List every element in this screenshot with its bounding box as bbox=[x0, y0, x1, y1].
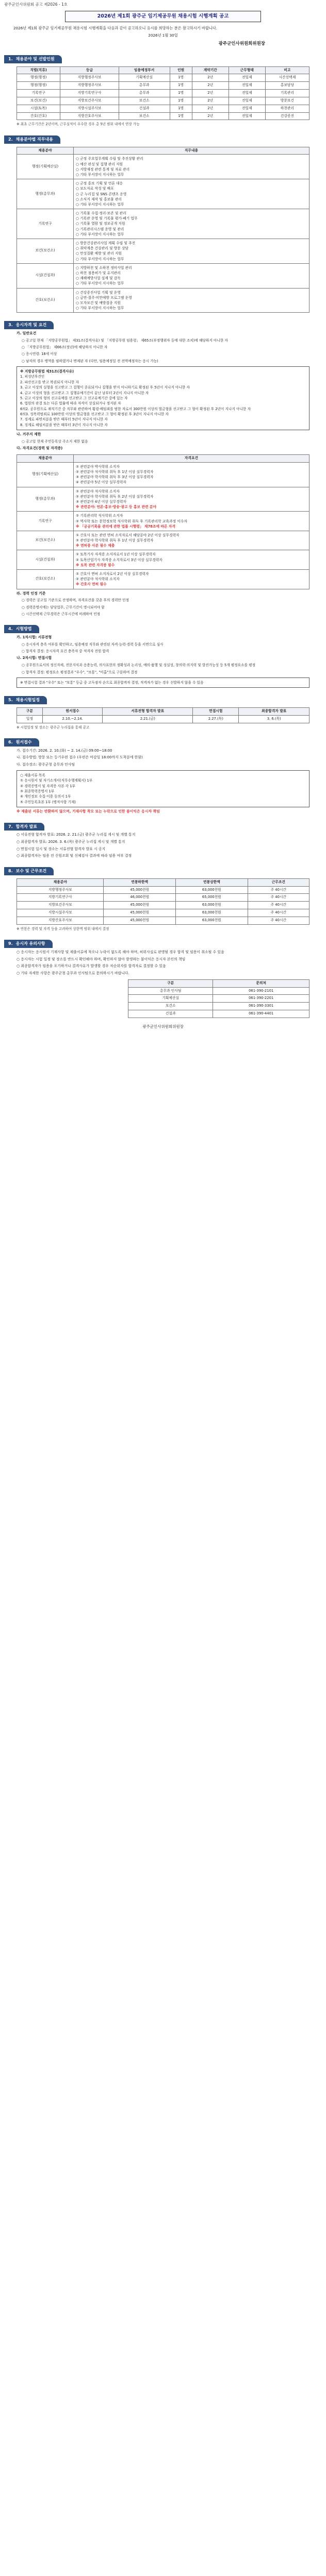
table-row bbox=[17, 74, 309, 82]
column-header: 연봉하한액 bbox=[104, 878, 176, 886]
duty-item: ○ 만성질환 예방 및 관리 지원 bbox=[76, 251, 122, 256]
duties-cell bbox=[74, 155, 309, 179]
closing-org: 광주군인사위원회위원장 bbox=[142, 1024, 184, 1029]
section-4-heading: 4. 시험방법 bbox=[4, 625, 39, 633]
duty-item: ○ 금연·절주·비만예방 프로그램 운영 bbox=[76, 295, 132, 300]
duty-item: ○ 재해예방사업 설계 및 감독 bbox=[76, 276, 121, 281]
table-cell: 지방간호주사보 bbox=[17, 917, 104, 924]
table-cell: 3. 6.(목) bbox=[239, 715, 309, 723]
table-row bbox=[17, 909, 309, 917]
table-cell: 보건(보건) bbox=[17, 97, 60, 105]
duty-item: ○ 기록관리시스템 운영 및 관리 bbox=[76, 227, 124, 231]
table-cell: 2년 bbox=[192, 105, 229, 112]
column-header: 연봉상한액 bbox=[176, 878, 248, 886]
exam-item: ○ 합격자 결정: 응시자격 요건 충족자 중 적격자 전원 합격 bbox=[22, 649, 109, 654]
table-cell: 2년 bbox=[192, 90, 229, 97]
duty-item: ○ 소식지 제작 및 홍보물 관리 bbox=[76, 197, 122, 201]
duty-item: ○ 군정 홍보 기획 및 언론 대응 bbox=[76, 181, 123, 186]
column-header: 면접시험 bbox=[193, 707, 239, 715]
table-cell: 지방보건주사보 bbox=[60, 97, 119, 105]
table-cell: 1명 bbox=[170, 82, 192, 90]
table-cell: 2년 bbox=[192, 97, 229, 105]
duty-item: ○ 기록물 수집·정리·보존 및 관리 bbox=[76, 211, 126, 216]
exam-item: ○ 응시자격 충족 여부를 확인하고, 임용예정 직무와 관련된 자격·능력·경력 등을 서면으로 심사 bbox=[22, 642, 164, 647]
qualification-item: ② 관련분야 학사학위 취득 후 2년 이상 실무경력자 bbox=[76, 494, 154, 499]
general-req-item: ○ 「지방공무원법」 제66조(정년)에 해당하지 아니한 자 bbox=[22, 345, 108, 349]
disqualification-item: 2. 파산선고를 받고 복권되지 아니한 자 bbox=[20, 380, 79, 384]
table-cell: 45,000천원 bbox=[104, 917, 176, 924]
duty-item: ○ 기타 부서장이 지시하는 업무 bbox=[76, 172, 124, 177]
general-req-item: ○ 공고일 현재 「지방공무원법」 제31조(결격사유) 및 「지방공무원 임용령」 제65조(부정행위자 등에 대한 조치)에 해당하지 아니한 자 bbox=[22, 338, 228, 343]
column-header: 채용분야 bbox=[17, 147, 74, 155]
duty-item: ○ 군정 주요업무계획 수립 및 추진상황 관리 bbox=[76, 157, 143, 161]
contact-table bbox=[128, 979, 309, 1018]
table-cell: 일정 bbox=[17, 715, 43, 723]
qualification-item: ③ 관련분야 4년 이상 실무경력자 bbox=[76, 499, 126, 504]
table-row bbox=[128, 995, 309, 1003]
column-header: 서류전형 합격자 발표 bbox=[103, 707, 193, 715]
table-cell: 전일제 bbox=[229, 97, 265, 105]
table-row bbox=[17, 90, 309, 97]
duty-item: ○ 지방재정 관련 통계 및 자료 관리 bbox=[76, 167, 130, 172]
duties-cell bbox=[74, 263, 309, 288]
table-cell: 지방보건주사보 bbox=[17, 902, 104, 909]
section-2 bbox=[4, 135, 322, 313]
duty-item: ○ 건강증진사업 기획 및 운영 bbox=[76, 290, 121, 295]
document-item: ③ 최종학력증명서 1부 bbox=[20, 789, 55, 793]
column-header: 직렬(직류) bbox=[17, 66, 60, 74]
duty-item: ○ 기록관 운영 및 기록물 평가·폐기 업무 bbox=[76, 216, 138, 221]
duties-cell bbox=[74, 239, 309, 264]
column-header: 최종합격자 발표 bbox=[239, 707, 309, 715]
column-header: 채용분야 bbox=[17, 878, 104, 886]
section-5-heading: 5. 채용시험일정 bbox=[4, 696, 47, 704]
table-cell: 지방기록연구사 bbox=[60, 90, 119, 97]
qualification-table bbox=[17, 454, 309, 589]
section-6-warning: ※ 제출된 서류는 반환하지 않으며, 기재사항 착오 또는 누락으로 인한 불이익은 응시자 책임 bbox=[17, 809, 160, 814]
section-1-note: ※ 최초 근무기간은 2년이며, 근무실적이 우수한 경우 총 5년 범위 내에서 연장 가능 bbox=[17, 122, 140, 127]
table-cell: 간호(간호) bbox=[17, 112, 60, 120]
duty-item: ○ 기타 부서장이 지시하는 업무 bbox=[76, 306, 124, 311]
table-cell: 기획예산실 bbox=[128, 995, 213, 1003]
table-cell: 1명 bbox=[170, 74, 192, 82]
table-row bbox=[128, 1003, 309, 1010]
general-req-item: ○ 남자의 경우 병역을 필하였거나 면제된 자 (다만, 임용예정일 전 전역예정자는 응시 가능) bbox=[22, 359, 158, 363]
duty-item: ○ 기타 부서장이 지시하는 업무 bbox=[76, 232, 124, 236]
table-cell: 보건소 bbox=[119, 97, 170, 105]
table-cell: 2.10.~2.14. bbox=[42, 715, 103, 723]
table-cell: 1명 bbox=[170, 97, 192, 105]
table-cell: 건강증진 bbox=[265, 112, 309, 120]
column-header: 비고 bbox=[265, 66, 309, 74]
table-cell: 건설과 bbox=[128, 1010, 213, 1018]
table-row bbox=[17, 288, 309, 313]
section-4 bbox=[4, 625, 322, 688]
table-cell: 보건소 bbox=[128, 1003, 213, 1010]
table-cell: 46,000천원 bbox=[104, 894, 176, 902]
table-cell: 기획예산실 bbox=[119, 74, 170, 82]
table-cell: 63,000천원 bbox=[176, 909, 248, 917]
qualification-item: ① 간호사 또는 관련 면허 소지자로서 해당분야 2년 이상 실무경력자 bbox=[76, 533, 180, 537]
schedule-table bbox=[17, 707, 309, 723]
table-cell: 전일제 bbox=[229, 90, 265, 97]
table-row bbox=[17, 209, 309, 239]
column-header: 인원 bbox=[170, 66, 192, 74]
column-header: 근무형태 bbox=[229, 66, 265, 74]
documents-box bbox=[17, 770, 309, 807]
section-5 bbox=[4, 696, 322, 730]
table-row bbox=[17, 97, 309, 105]
section-7-heading: 7. 합격자 발표 bbox=[4, 823, 44, 831]
document-item: ② 경력증명서 및 자격증 사본 각 1부 bbox=[20, 784, 75, 788]
column-header: 근무조건 bbox=[248, 878, 309, 886]
column-header: 자격요건 bbox=[74, 454, 309, 462]
table-cell: 주 40시간 bbox=[248, 902, 309, 909]
notice-number: 광주군인사위원회 공고 제2026 - 1호 bbox=[4, 2, 68, 7]
qualification-note: ※ 「공공기록물 관리에 관한 법률 시행령」 제78조에 따른 자격 bbox=[76, 524, 176, 529]
field-cell: 행정(기획예산실) bbox=[17, 462, 74, 487]
table-cell: 45,000천원 bbox=[104, 902, 176, 909]
section-8-note: ※ 연봉은 경력 및 자격 등을 고려하여 상한액 범위 내에서 결정 bbox=[17, 926, 109, 931]
career-title: 라. 경력 인정 기준 bbox=[17, 591, 46, 596]
disqualification-item: 6의3. 성폭력범죄로 100만원 이상의 벌금형을 선고받고 그 형이 확정된 후 3년이 지나지 아니한 자 bbox=[20, 412, 169, 417]
table-cell: 지방간호주사보 bbox=[60, 112, 119, 120]
disqualification-item: 3. 금고 이상의 실형을 선고받고 그 집행이 종료되거나 집행을 받지 아니하기로 확정된 후 5년이 지나지 아니한 자 bbox=[20, 385, 190, 390]
table-cell: 63,000천원 bbox=[176, 886, 248, 894]
duty-item: ○ 지방하천 및 소하천 정비사업 관리 bbox=[76, 265, 132, 270]
disqualification-item: 5. 금고 이상의 형의 선고유예를 선고받고 그 선고유예기간 중에 있는 자 bbox=[20, 396, 128, 400]
table-cell: 지방시설주사보 bbox=[17, 909, 104, 917]
table-cell: 2년 bbox=[192, 82, 229, 90]
table-cell: 하천관리 bbox=[265, 105, 309, 112]
qualification-note: ※ 관련분야: 언론·홍보·방송·광고 등 홍보 관련 분야 bbox=[76, 505, 157, 510]
table-cell: 홍보담당 bbox=[265, 82, 309, 90]
duty-item: ○ 보도자료 작성 및 배포 bbox=[76, 187, 114, 191]
table-cell: 전일제 bbox=[229, 82, 265, 90]
duty-item: ○ 하천 점용허가 및 유지관리 bbox=[76, 270, 121, 275]
table-cell: 지방행정주사보 bbox=[60, 82, 119, 90]
column-header: 채용분야 bbox=[17, 454, 74, 462]
disqualification-item: 6. 법원의 판결 또는 다른 법률에 따라 자격이 상실되거나 정지된 자 bbox=[20, 401, 121, 406]
section-6-heading: 6. 원서접수 bbox=[4, 738, 39, 747]
table-row bbox=[17, 462, 309, 487]
qualification-item: ③ 관련분야 학사학위 취득 후 3년 이상 실무경력자 bbox=[76, 475, 154, 480]
table-cell: 1명 bbox=[170, 112, 192, 120]
table-cell: 45,000천원 bbox=[104, 909, 176, 917]
field-cell: 시설(건설과) bbox=[17, 263, 74, 288]
document-item: ① 응시원서 및 자기소개서(직무수행계획서) 1부 bbox=[20, 778, 93, 783]
table-row bbox=[17, 105, 309, 112]
table-row bbox=[17, 512, 309, 531]
table-cell: 전일제 bbox=[229, 112, 265, 120]
table-cell: 총무과 인사팀 bbox=[128, 987, 213, 995]
section-8-heading: 8. 보수 및 근무조건 bbox=[4, 867, 54, 875]
residence-title: 나. 거주지 제한 bbox=[17, 432, 41, 437]
field-cell: 행정(총무과) bbox=[17, 179, 74, 209]
issuing-org: 광주군인사위원회위원장 bbox=[218, 41, 265, 46]
duty-item: ○ 군 누리집 및 SNS 콘텐츠 운영 bbox=[76, 192, 127, 196]
table-cell: 지방행정주사보 bbox=[60, 74, 119, 82]
table-cell: 지방시설주사보 bbox=[60, 105, 119, 112]
caution-item: ○ 응시자는 시험 일정 및 장소를 반드시 확인해야 하며, 확인하지 않아 발생하는 불이익은 응시자 본인의 책임 bbox=[17, 957, 186, 961]
qualification-item: ① 관련분야 석사학위 소지자 bbox=[76, 489, 120, 494]
qualification-item: ④ 관련분야 5년 이상 실무경력자 bbox=[76, 480, 126, 485]
disqualification-item: 1. 피성년후견인 bbox=[20, 375, 45, 379]
qualification-item: ② 토목산업기사 자격증 소지자로서 3년 이상 실무경력자 bbox=[76, 557, 162, 562]
table-cell: 행정(행정) bbox=[17, 82, 60, 90]
qualification-item: ① 간호사 면허 소지자로서 2년 이상 실무경력자 bbox=[76, 572, 149, 576]
duty-item: ○ 방문건강관리사업 계획 수립 및 추진 bbox=[76, 241, 136, 246]
table-cell: 63,000천원 bbox=[176, 902, 248, 909]
duty-item: ○ 기타 부서장이 지시하는 업무 bbox=[76, 257, 124, 261]
table-row bbox=[17, 179, 309, 209]
section-9 bbox=[4, 940, 322, 1018]
table-row bbox=[17, 550, 309, 570]
field-cell: 기록연구 bbox=[17, 512, 74, 531]
exam-note-box: ※ 면접시험 결과 "우수" 또는 "보통" 등급 중 고득점자 순으로 최종합격자 결정, 적격자가 없는 경우 선발하지 않을 수 있음 bbox=[17, 677, 309, 688]
table-cell: 061-390-2101 bbox=[213, 987, 309, 995]
qualification-item: ① 토목기사 자격증 소지자로서 1년 이상 실무경력자 bbox=[76, 552, 156, 557]
disqualification-item: 6의2. 공무원으로 재직기간 중 직무와 관련하여 횡령·배임죄를 범한 자로서 300만원 이상의 벌금형을 선고받고 그 형이 확정된 후 2년이 지나지 아니한 자 bbox=[20, 406, 251, 411]
table-cell: 주 40시간 bbox=[248, 894, 309, 902]
document-item: ⑤ 주민등록초본 1부 (병적사항 기재) bbox=[20, 800, 76, 804]
page-title: 2026년 제1회 광주군 임기제공무원 채용시험 시행계획 공고 bbox=[65, 11, 261, 22]
general-req-title: 가. 일반요건 bbox=[17, 331, 37, 335]
table-cell: 65,000천원 bbox=[176, 894, 248, 902]
table-row bbox=[17, 263, 309, 288]
duty-item: ○ 기록물 열람 및 정보공개 지원 bbox=[76, 222, 125, 226]
table-cell: 시간선택제 bbox=[265, 74, 309, 82]
table-cell: 061-390-3301 bbox=[213, 1003, 309, 1010]
table-cell: 2.21.(금) bbox=[103, 715, 193, 723]
table-cell: 주 40시간 bbox=[248, 886, 309, 894]
table-row bbox=[17, 715, 309, 723]
table-row bbox=[128, 987, 309, 995]
field-cell: 행정(기획예산실) bbox=[17, 155, 74, 179]
section-2-heading: 2. 채용분야별 직무내용 bbox=[4, 135, 60, 144]
column-header: 임용예정부서 bbox=[119, 66, 170, 74]
field-cell: 간호(보건소) bbox=[17, 570, 74, 589]
career-item: ○ 경력은 공고일 기준으로 산정하며, 자격요건을 갖춘 후의 경력만 인정 bbox=[22, 598, 129, 603]
qualification-note: ※ 토목 관련 자격증 필수 bbox=[76, 563, 115, 567]
table-cell: 주 40시간 bbox=[248, 917, 309, 924]
duties-cell bbox=[74, 179, 309, 209]
disqualification-item: 8. 징계로 해임처분을 받은 때부터 3년이 지나지 아니한 자 bbox=[20, 422, 108, 427]
disqualification-item: 4. 금고 이상의 형을 선고받고 그 집행유예기간이 끝난 날부터 2년이 지나지 아니한 자 bbox=[20, 391, 149, 395]
career-item: ○ 시간선택제 근무경력은 근무시간에 비례하여 인정 bbox=[22, 612, 101, 617]
caution-item: ○ 기타 자세한 사항은 광주군청 총무과 인사팀으로 문의하시기 바랍니다. bbox=[17, 971, 129, 976]
table-row bbox=[17, 531, 309, 550]
intro-text: 2026년 제1회 광주군 임기제공무원 채용시험 시행계획을 다음과 같이 공고하오니 응시를 희망하는 분은 참고하시기 바랍니다. bbox=[13, 25, 218, 30]
qualification-cell bbox=[74, 531, 309, 550]
section-1-heading: 1. 채용분야 및 선발인원 bbox=[4, 55, 62, 63]
table-cell: 45,000천원 bbox=[104, 886, 176, 894]
announcement-item: ○ 최종합격자는 임용 전 신원조회 및 신체검사 결과에 따라 임용 여부 결정 bbox=[17, 854, 132, 858]
table-cell: 시설(토목) bbox=[17, 105, 60, 112]
table-cell: 전일제 bbox=[229, 105, 265, 112]
duty-item: ○ 취약계층 건강관리 및 방문 상담 bbox=[76, 246, 129, 251]
column-header: 문의처 bbox=[213, 979, 309, 987]
table-row bbox=[17, 82, 309, 90]
qualification-item: ② 관련분야 학사학위 취득 후 1년 이상 실무경력자 bbox=[76, 538, 154, 543]
residence-text: ○ 공고일 현재 주민등록상 주소지 제한 없음 bbox=[22, 439, 88, 444]
career-item: ○ 경력증명서에는 담당업무, 근무기간이 명시되어야 함 bbox=[22, 605, 105, 609]
field-cell: 행정(총무과) bbox=[17, 487, 74, 512]
caution-item: ○ 최종합격자가 임용을 포기하거나 결격사유가 발생할 경우 차순위자를 합격자로 결정할 수 있음 bbox=[17, 964, 166, 969]
field-cell: 보건(보건소) bbox=[17, 239, 74, 264]
general-req-item: ○ 응시연령: 18세 이상 bbox=[22, 352, 57, 357]
qualification-cell bbox=[74, 570, 309, 589]
table-row bbox=[17, 570, 309, 589]
section-3 bbox=[4, 321, 322, 617]
duty-table bbox=[17, 147, 309, 313]
table-cell: 총무과 bbox=[119, 90, 170, 97]
table-cell: 63,000천원 bbox=[176, 917, 248, 924]
column-header: 원서접수 bbox=[42, 707, 103, 715]
exam-item: 가. 1차시험: 서류전형 bbox=[17, 635, 52, 639]
table-cell: 기록연구 bbox=[17, 90, 60, 97]
disqualification-title: ※ 지방공무원법 제31조(결격사유) bbox=[20, 369, 74, 374]
section-5-note: ※ 시험일정 및 장소는 광주군 누리집을 통해 공고 bbox=[17, 725, 90, 730]
announcement-item: ○ 서류전형 합격자 발표: 2026. 2. 21.(금) 광주군 누리집 게시 및 개별 통지 bbox=[17, 833, 136, 837]
qualification-item: ② 역사학 또는 문헌정보학 석사학위 취득 후 기록관리학 교육과정 이수자 bbox=[76, 519, 187, 523]
notice-date: 2026년 1월 30일 bbox=[148, 33, 178, 38]
table-cell: 061-390-2201 bbox=[213, 995, 309, 1003]
table-cell: 건설과 bbox=[119, 105, 170, 112]
column-header: 구분 bbox=[128, 979, 213, 987]
exam-item: ○ 합격자 결정: 평정요소 평정결과 "우수", "보통", "미흡"으로 구분하여 결정 bbox=[22, 670, 138, 674]
duties-cell bbox=[74, 288, 309, 313]
caution-item: ○ 응시자는 응시원서 기재사항 및 제출서류에 착오나 누락이 없도록 해야 하며, 허위사실로 판명될 경우 합격 및 임용이 취소될 수 있음 bbox=[17, 950, 224, 954]
table-row bbox=[128, 1010, 309, 1018]
qualification-note: ※ 간호사 면허 필수 bbox=[76, 582, 107, 587]
salary-table bbox=[17, 878, 309, 925]
table-row bbox=[17, 886, 309, 894]
document-item: ○ 제출서류 목록 bbox=[20, 773, 45, 777]
qualification-note: ※ 면허증 사본 필수 제출 bbox=[76, 544, 115, 548]
table-cell: 지방기록연구사 bbox=[17, 894, 104, 902]
qualification-cell bbox=[74, 512, 309, 531]
table-cell: 1명 bbox=[170, 105, 192, 112]
column-header: 계약기간 bbox=[192, 66, 229, 74]
section-6 bbox=[4, 738, 322, 815]
table-row bbox=[17, 917, 309, 924]
field-cell: 보건(보건소) bbox=[17, 531, 74, 550]
table-row bbox=[17, 894, 309, 902]
field-cell: 간호(보건소) bbox=[17, 288, 74, 313]
qualification-item: ② 관련분야 석사학위 소지자 bbox=[76, 577, 120, 582]
duties-cell bbox=[74, 209, 309, 239]
table-cell: 2년 bbox=[192, 74, 229, 82]
exam-item: 나. 2차시험: 면접시험 bbox=[17, 656, 52, 660]
field-cell: 시설(건설과) bbox=[17, 550, 74, 570]
section-9-heading: 9. 응시자 유의사항 bbox=[4, 940, 53, 948]
qualification-item: ② 관련분야 석사학위 취득 후 1년 이상 실무경력자 bbox=[76, 470, 154, 474]
exam-item: ○ 공무원으로서의 정신자세, 전문지식과 응용능력, 의사표현의 정확성과 논리성, 예의·품행 및 성실성, 창의력·의지력 및 발전가능성 등 5개 평정요소를 평정 bbox=[22, 663, 256, 668]
table-cell: 행정(행정) bbox=[17, 74, 60, 82]
table-cell: 061-390-4401 bbox=[213, 1010, 309, 1018]
field-cell: 기록연구 bbox=[17, 209, 74, 239]
table-cell: 방문보건 bbox=[265, 97, 309, 105]
spec-title: 다. 자격요건(경력 및 자격증) bbox=[17, 446, 63, 451]
table-cell: 지방행정주사보 bbox=[17, 886, 104, 894]
section-8 bbox=[4, 867, 322, 931]
disqualification-item: 7. 징계로 파면처분을 받은 때부터 5년이 지나지 아니한 자 bbox=[20, 417, 108, 422]
column-header: 직무내용 bbox=[74, 147, 309, 155]
column-header: 구분 bbox=[17, 707, 43, 715]
recruitment-table bbox=[17, 66, 309, 121]
announcement-item: ○ 면접시험 일시 및 장소는 서류전형 합격자 발표 시 공지 bbox=[17, 846, 106, 851]
qualification-cell bbox=[74, 487, 309, 512]
column-header: 등급 bbox=[60, 66, 119, 74]
qualification-cell bbox=[74, 550, 309, 570]
application-item: 다. 접수장소: 광주군청 총무과 인사팀 bbox=[17, 762, 75, 767]
table-cell: 전일제 bbox=[229, 74, 265, 82]
document-item: ④ 개인정보 수집·이용 동의서 1부 bbox=[20, 794, 71, 799]
table-cell: 2.27.(목) bbox=[193, 715, 239, 723]
duty-item: ○ 모자보건 및 예방접종 지원 bbox=[76, 300, 121, 305]
section-1 bbox=[4, 55, 322, 127]
duty-item: ○ 예산 편성 및 집행 관리 지원 bbox=[76, 162, 123, 166]
disqualification-box bbox=[17, 366, 309, 430]
section-3-heading: 3. 응시자격 및 요건 bbox=[4, 321, 54, 329]
table-cell: 총무과 bbox=[119, 82, 170, 90]
duty-item: ○ 기타 부서장이 지시하는 업무 bbox=[76, 281, 124, 286]
qualification-cell bbox=[74, 462, 309, 487]
table-cell: 보건소 bbox=[119, 112, 170, 120]
table-row bbox=[17, 112, 309, 120]
qualification-item: ① 관련분야 박사학위 소지자 bbox=[76, 464, 120, 469]
table-row bbox=[17, 487, 309, 512]
table-row bbox=[17, 902, 309, 909]
table-cell: 1명 bbox=[170, 90, 192, 97]
table-row bbox=[17, 155, 309, 179]
table-row bbox=[17, 239, 309, 264]
announcement-item: ○ 최종합격자 발표: 2026. 3. 6.(목) 광주군 누리집 게시 및 개별 통지 bbox=[17, 840, 125, 844]
application-item: 가. 접수기간: 2026. 2. 10.(화) ~ 2. 14.(금) 09:00~18:00 bbox=[17, 748, 112, 753]
application-item: 나. 접수방법: 방문 또는 등기우편 접수 (우편은 마감일 18:00까지 도착분에 한함) bbox=[17, 755, 143, 760]
table-cell: 주 40시간 bbox=[248, 909, 309, 917]
table-cell: 기록관리 bbox=[265, 90, 309, 97]
qualification-item: ① 기록관리학 석사학위 소지자 bbox=[76, 514, 123, 518]
section-7 bbox=[4, 823, 322, 859]
duty-item: ○ 기타 부서장이 지시하는 업무 bbox=[76, 202, 124, 207]
table-cell: 2년 bbox=[192, 112, 229, 120]
